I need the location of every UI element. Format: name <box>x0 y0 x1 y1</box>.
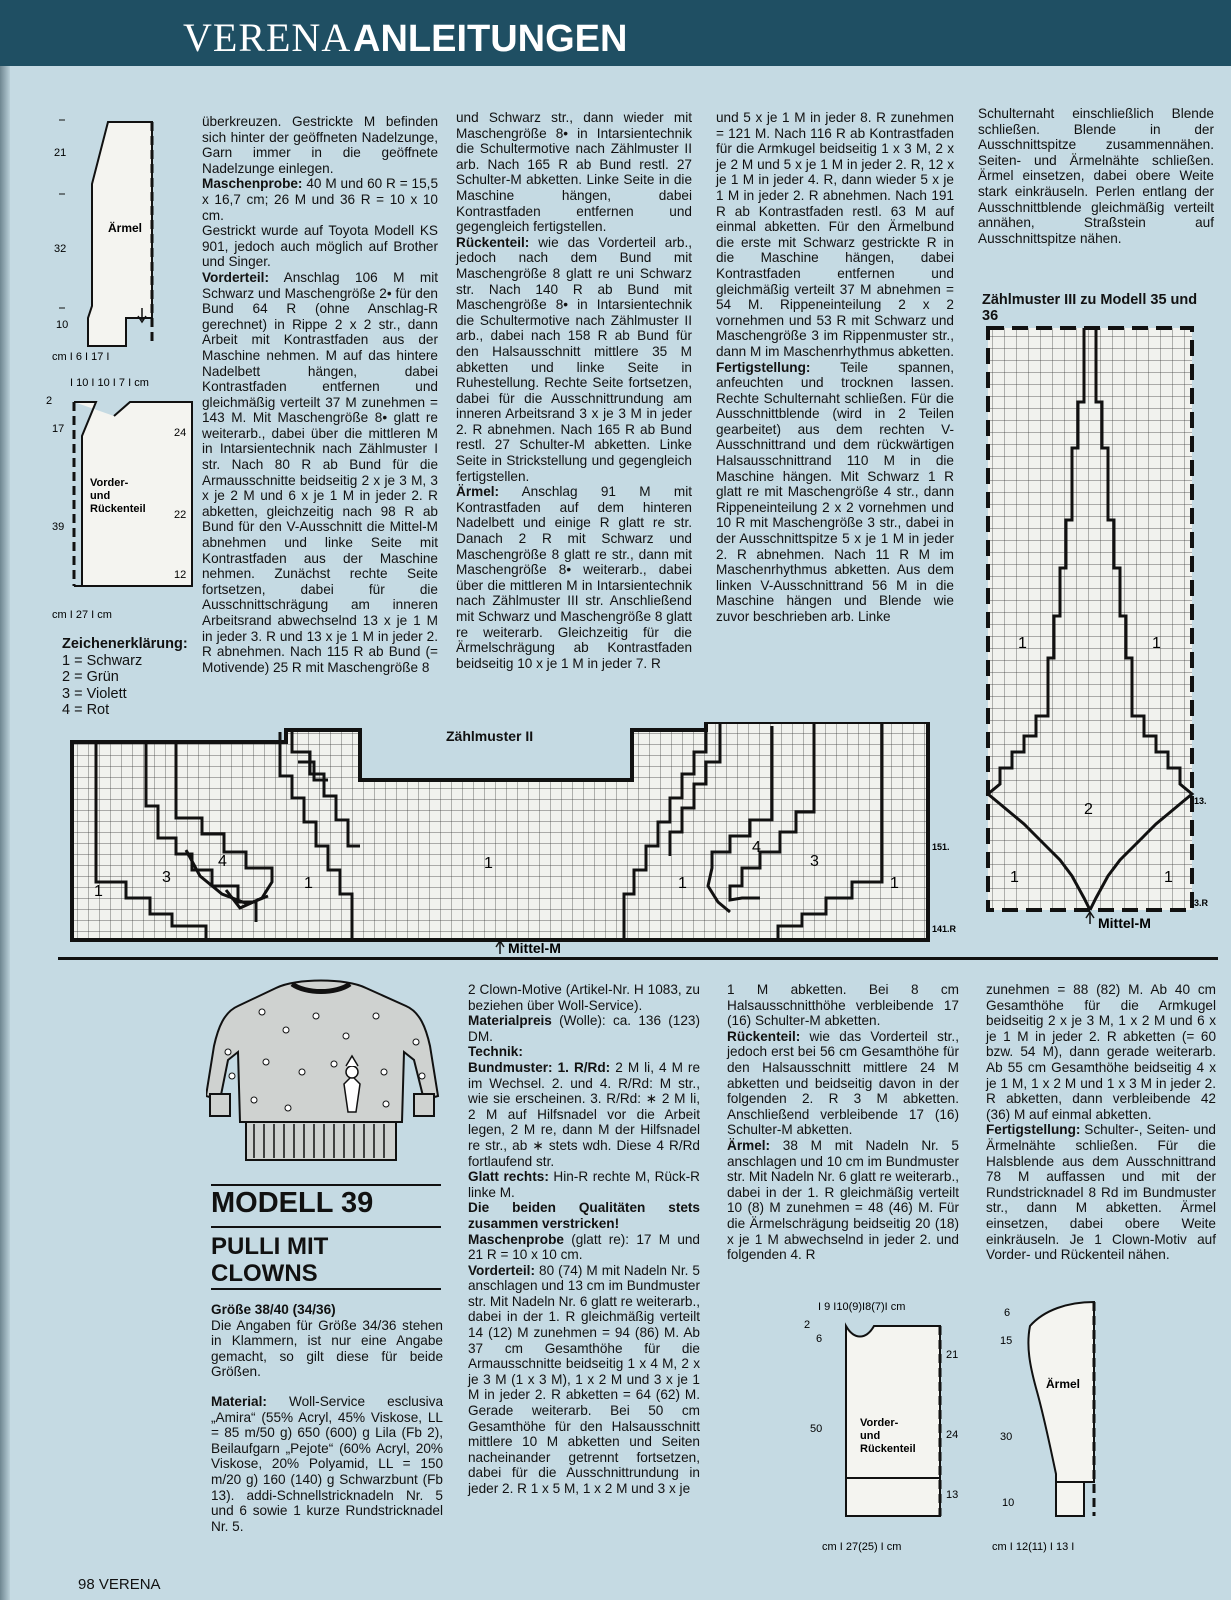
dim-2: 2 <box>46 395 53 407</box>
dim-21: 21 <box>946 1349 959 1361</box>
dim-50: 50 <box>810 1423 823 1435</box>
dim-15: 15 <box>1000 1335 1013 1347</box>
bottom-dim-row: cm I 6 I 17 I <box>52 351 110 363</box>
paragraph: Die Angaben für Größe 34/36 stehen in Klammern, ist nur eine Angabe gemacht, so gilt diese für beide Größen. <box>211 1317 443 1380</box>
knitting-chart-iii <box>980 324 1216 948</box>
bottom-column-1 <box>211 1302 443 1534</box>
paragraph: Fertigstellung: Schulter-, Seiten- und Ärmelnähte schließen. Für die Halsblende aus dem Ausschnittrand 78 M auffassen und mit der Rundstricknadel 8 Rd im Bundmuster str., dann M abketten. Ärmel einsetzen, dabei obere Weite einkräuseln. Je 1 Clown-Motiv auf Vorder- und Rückenteil nähen. <box>986 1122 1216 1263</box>
legend-item: 2 = Grün <box>62 669 119 685</box>
chart-iii-label-1-lower-left: 1 <box>1010 869 1019 886</box>
paragraph: 2 Clown-Motive (Artikel-Nr. H 1083, zu beziehen über Woll-Service). <box>468 982 700 1013</box>
chart-iii-row-3: 3.R <box>1194 898 1209 908</box>
schematic-aermel-top <box>50 110 170 370</box>
chart-ii-center-marker <box>494 938 594 958</box>
top-dim-row: I 10 I 10 I 7 I cm <box>70 377 149 389</box>
page-header <box>0 0 1231 66</box>
text-column-4 <box>978 106 1214 246</box>
paragraph: Technik: <box>468 1044 523 1060</box>
dim-32: 32 <box>54 243 67 255</box>
dim-30: 30 <box>1000 1431 1013 1443</box>
paragraph: zunehmen = 88 (82) M. Ab 40 cm Gesamthöhe für die Armkugel beidseitig 2 x je 3 M, 1 x 2 M und 6 x je 1 M in jeder 2. R abketten (= 60 bzw. 54 M), dann gerade weiterarb. Ab 55 cm Gesamthöhe beidseitig 4 x je 1 M, 1 x 2 M und 1 x 3 M in jeder 2. R abketten, dann verbleibende 42 (36) M auf einmal abketten. <box>986 982 1216 1122</box>
paragraph: Ärmel: 38 M mit Nadeln Nr. 5 anschlagen und 10 cm im Bundmuster str. Mit Nadeln Nr. 6 glatt re weiterarb., dabei in der 1. R gleichmäßig verteilt 10 (8) M zunehmen = 48 (46) M. Für die Ärmelschrägung beidseitig 20 (18) x je 1 M abwechselnd in jeder 2. und folgenden 4. R <box>727 1137 959 1263</box>
chart-ii-label: 1 <box>484 855 493 872</box>
paragraph: Fertigstellung: Teile spannen, anfeuchten und trocknen lassen. Rechte Schulternaht schließen. Für die Ausschnittblende (wird in 2 Teilen gearbeitet) aus dem rechten V-Ausschnittrand und dem rückwärtigen Halsausschnittrand 110 M in die Maschine hängen. Mit Schwarz 1 R glatt re mit Maschengröße 4 str., dann Rippeneinteilung 2 x 2 vornehmen und 10 R mit Maschengröße 3 str., dabei in der Ausschnittspitze 5 x je 1 M in jeder 2. R abnehmen. Nach 11 R M im Maschenrhythmus abketten. Aus dem linken V-Ausschnittrand 56 M in die Maschine hängen und Blende wie zuvor beschrieben arb. Linke <box>716 359 955 624</box>
model-subtitle: PULLI MIT CLOWNS <box>211 1233 329 1287</box>
chart-ii-label: 4 <box>752 839 761 856</box>
paragraph: Vorderteil: 80 (74) M mit Nadeln Nr. 5 anschlagen und 13 cm im Bundmuster str. Mit Nadeln Nr. 6 glatt re weiterarb., dabei in der 1. R gleichmäßig verteilt 14 (12) M zunehmen = 94 (86) M. Ab 37 cm Gesamthöhe für die Armausschnitte beidseitig 1 x 4 M, 2 x je 3 M (1 x 3 M), 1 x 2 M und 3 x je 1 M in jeder 2. R abketten = 64 (62) M. Gerade weiterarb. Bei 50 cm Gesamthöhe für den Halsausschnitt mittlere 10 M abketten und Seiten nacheinander getrennt fortsetzen, dabei für die Ausschnittrundung in jeder 2. R 1 x 5 M, 1 x 2 M und 3 x je <box>468 1262 700 1496</box>
page-folio: 98 VERENA <box>78 1576 161 1593</box>
chart-iii-row-13: 13. <box>1194 796 1207 806</box>
paragraph: Glatt rechts: Hin-R rechte M, Rück-R linke M. <box>468 1169 700 1200</box>
paragraph: Gestrickt wurde auf Toyota Modell KS 901, jedoch auch möglich auf Brother und Singer. <box>202 223 438 270</box>
size-heading: Größe 38/40 (34/36) <box>211 1302 336 1317</box>
model-title: MODELL 39 <box>211 1187 374 1219</box>
chart-iii-label-2: 2 <box>1084 801 1093 818</box>
legend-title: Zeichenerklärung: <box>62 636 188 652</box>
dim-12: 12 <box>174 569 187 581</box>
legend-item: 4 = Rot <box>62 702 110 718</box>
text-column-1 <box>202 114 438 675</box>
magazine-brand: VERENA <box>183 15 352 60</box>
sweater-illustration <box>206 972 442 1182</box>
chart-ii-label: 3 <box>810 853 819 870</box>
chart-iii-label-1-left: 1 <box>1018 635 1027 652</box>
bottom-column-2 <box>468 982 700 1497</box>
schematic-vorderteil-top <box>44 376 194 626</box>
bottom-column-3 <box>727 982 959 1263</box>
title-rule <box>211 1184 441 1186</box>
schematic-label-vorder-2: und <box>860 1430 881 1442</box>
paragraph: Die beiden Qualitäten stets zusammen verstricken! <box>468 1200 700 1231</box>
chart-iii-title: Zählmuster III zu Modell 35 und 36 <box>982 292 1198 324</box>
dim-22: 22 <box>174 509 187 521</box>
schematic-label-aermel: Ärmel <box>1046 1377 1081 1391</box>
paragraph: Vorderteil: Anschlag 106 M mit Schwarz und Maschengröße 2• für den Bund 64 R (ohne Anschlag-R gerechnet) in Rippe 2 x 2 str., dann Arbeit mit Kontrastfaden aus der Maschine nehmen. M auf das hintere Nadelbett hängen, dabei Kontrastfaden entfernen und gleichmäßig verteilt 37 M zunehmen = 143 M. Mit Maschengröße 8• glatt re weiterarb., dabei über die mittleren M in Intarsientechnik nach Zählmuster I str. Nach 80 R ab Bund für die Armausschnitte beidseitig 2 x je 3 M, 3 x je 2 M und 6 x je 1 M in jeder 2. R abketten, gleichzeitig nach 98 R ab Bund für den V-Ausschnitt die Mittel-M abnehmen und linke Seite mit Kontrastfaden aus der Maschine nehmen. Zunächst rechte Seite fortsetzen, dabei für die Ausschnittschrägung am inneren Arbeitsrand abwechselnd 13 x je 1 M in jeder 3. R und 13 x je 1 M in jeder 2. R abnehmen. Nach 115 R ab Bund (= Motivende) 25 R mit Maschengröße 8 <box>202 269 438 675</box>
paragraph: Rückenteil: wie das Vorderteil arb., jedoch nach dem Bund mit Maschengröße 8 glatt re uni Schwarz str. Nach 140 R ab Bund mit Maschengröße 8• in Intarsientechnik die Schultermotive nach Zählmuster II arb., dabei nach 158 R ab Bund für den Halsausschnitt mittlere 35 M abketten und linke Seite in Ruhestellung. Rechte Seite fortsetzen, dabei für die Ausschnittrundung am inneren Arbeitsrand 3 x je 3 M in jeder 2. R abnehmen. Nach 165 R ab Bund restl. 27 Schulter-M abketten. Linke Seite in Strickstellung und gegengleich fertigstellen. <box>456 234 693 484</box>
page-gutter <box>0 0 10 1600</box>
schematic-label-vorder-3: Rückenteil <box>860 1443 916 1455</box>
schematic-label-vorder-3: Rückenteil <box>90 503 146 515</box>
schematic-vorderteil-bottom <box>790 1296 980 1562</box>
dim-17: 17 <box>52 423 65 435</box>
paragraph: 1 M abketten. Bei 8 cm Halsausschnitthöhe verbleibende 17 (16) Schulter-M abketten. <box>727 982 959 1029</box>
dim-6: 6 <box>1004 1307 1011 1319</box>
schematic-label-aermel: Ärmel <box>108 221 143 235</box>
chart-ii-label: 1 <box>890 875 899 892</box>
spacer <box>211 1380 443 1394</box>
bottom-dim-row: cm I 12(11) I 13 I <box>992 1541 1075 1553</box>
dim-10: 10 <box>1002 1497 1015 1509</box>
paragraph: Maschenprobe (glatt re): 17 M und 21 R = 10 x 10 cm. <box>468 1231 700 1263</box>
dim-39: 39 <box>52 521 65 533</box>
title-rule <box>211 1288 441 1290</box>
schematic-label-vorder-2: und <box>90 490 111 502</box>
dim-24: 24 <box>946 1429 959 1441</box>
paragraph: und Schwarz str., dann wieder mit Maschengröße 8• in Intarsientechnik die Schultermotive nach Zählmuster II arb. Nach 165 R ab Bund restl. 27 Schulter-M abketten. Linke Seite in die Maschine hängen, dabei Kontrastfaden entfernen und gegengleich fertigstellen. <box>456 110 692 235</box>
schematic-aermel-bottom <box>990 1296 1140 1562</box>
chart-iii-label-1-right: 1 <box>1152 635 1161 652</box>
chart-ii-label: 1 <box>94 883 103 900</box>
bottom-column-4 <box>986 982 1216 1263</box>
text-column-2 <box>456 110 692 671</box>
chart-ii-label: 4 <box>218 853 227 870</box>
schematic-label-vorder-1: Vorder- <box>860 1417 899 1429</box>
top-dim-row: I 9 I10(9)I8(7)I cm <box>818 1301 906 1313</box>
section-title: ANLEITUNGEN <box>353 18 628 60</box>
legend-item: 1 = Schwarz <box>62 652 143 669</box>
paragraph: Maschenprobe: 40 M und 60 R = 15,5 x 16,7 cm; 26 M und 36 R = 10 x 10 cm. <box>202 176 438 223</box>
title-rule <box>211 1226 441 1228</box>
chart-ii-row-151: 151. <box>932 842 950 852</box>
schematic-label-vorder-1: Vorder- <box>90 477 129 489</box>
knitting-chart-ii <box>66 722 956 950</box>
dim-24: 24 <box>174 427 187 439</box>
paragraph: Material: Woll-Service esclusiva „Amira“ (55% Acryl, 45% Viskose, LL = 85 m/50 g) 650 (600) g Lila (Fb 2), Beilaufgarn „Pejote“ (60% Acryl, 20% Viskose, 20% Polyamid, LL = 150 m/20 g) 160 (140) g Schwarzbunt (Fb 13). addi-Schnellstricknadeln Nr. 5 und 6 sowie 1 kurze Rundstricknadel Nr. 5. <box>211 1393 443 1534</box>
paragraph: Materialpreis (Wolle): ca. 136 (123) DM. <box>468 1013 700 1044</box>
symbol-legend <box>62 636 188 719</box>
dim-21: 21 <box>54 147 67 159</box>
chart-ii-center-label: Mittel-M <box>508 940 561 956</box>
paragraph: Schulternaht einschließlich Blende schließen. Blende in der Ausschnittspitze zusammennähen. Seiten- und Ärmelnähte schließen. Ärmel einsetzen, dabei obere Weite stark einkräuseln. Perlen entlang der Ausschnittblende gleichmäßig verteilt annähen, Straßstein auf Ausschnittspitze nähen. <box>978 106 1214 246</box>
paragraph: Bundmuster: 1. R/Rd: 2 M li, 4 M re im Wechsel. 2. und 4. R/Rd: M str., wie sie erscheinen. 3. R/Rd: ∗ 2 M li, 2 M auf Hilfsnadel vor die Arbeit legen, 2 M re, dann M der Hilfsnadel re str., ab ∗ stets wdh. Diese 4 R/Rd fortlaufend str. <box>468 1059 701 1169</box>
text-column-3 <box>716 110 954 625</box>
chart-iii-label-1-lower-right: 1 <box>1164 869 1173 886</box>
bottom-dim-row: cm I 27(25) I cm <box>822 1541 902 1553</box>
dim-10: 10 <box>56 319 69 331</box>
paragraph: Ärmel: Anschlag 91 M mit Kontrastfaden auf dem hinteren Nadelbett und einige R glatt re str. Danach 2 R mit Schwarz und Maschengröße 8 glatt re str., dann mit Maschengröße 8• weiterarb., dabei über die mittleren M in Intarsientechnik nach Zählmuster III str. Anschließend mit Schwarz und Maschengröße 8 glatt re weiterarb. Gleichzeitig für die Ärmelschrägung ab Kontrastfaden beidseitig 10 x je 1 M in jeder 7. R <box>456 484 692 671</box>
legend-item: 3 = Violett <box>62 685 127 702</box>
section-divider <box>58 957 1218 960</box>
bottom-dim-row: cm I 27 I cm <box>52 609 112 621</box>
chart-ii-title: Zählmuster II <box>446 728 534 744</box>
dim-2: 2 <box>804 1319 811 1331</box>
dim-6: 6 <box>816 1333 823 1345</box>
paragraph: und 5 x je 1 M in jeder 8. R zunehmen = 121 M. Nach 116 R ab Kontrastfaden für die Armkugel beidseitig 1 x 3 M, 2 x je 2 M und 5 x je 1 M in jeder 2. R, 12 x je 1 M in jeder 4. R, dann wieder 5 x je 1 M in jeder 2. R abnehmen. Nach 191 R ab Kontrastfaden restl. 63 M auf einmal abketten. Für den Ärmelbund die erste mit Schwarz gestrickte R in die Maschine hängen, dabei Kontrastfaden entfernen und gleichmäßig verteilt 37 M abnehmen = 54 M. Rippeneinteilung 2 x 2 vornehmen und 53 R mit Schwarz und Maschengröße 3 im Rippenmuster str., dann M im Maschenrhythmus abketten. <box>716 110 955 359</box>
chart-ii-row-141: 141.R <box>932 924 956 934</box>
chart-ii-label: 1 <box>678 875 687 892</box>
paragraph: Rückenteil: wie das Vorderteil str., jedoch erst bei 56 cm Gesamthöhe für den Halsausschnitt mittlere 24 M abketten und beidseitig davon in der folgenden 2. R 3 M abketten. Anschließend verbleibende 17 (16) Schulter-M abketten. <box>727 1028 959 1138</box>
chart-ii-label: 3 <box>162 869 171 886</box>
paragraph: überkreuzen. Gestrickte M befinden sich hinter der geöffneten Nadelzunge, Garn immer in die geöffnete Nadelzunge einlegen. <box>202 114 438 176</box>
chart-ii-label: 1 <box>304 875 313 892</box>
chart-iii-center-label: Mittel-M <box>1098 915 1151 931</box>
dim-13: 13 <box>946 1489 959 1501</box>
